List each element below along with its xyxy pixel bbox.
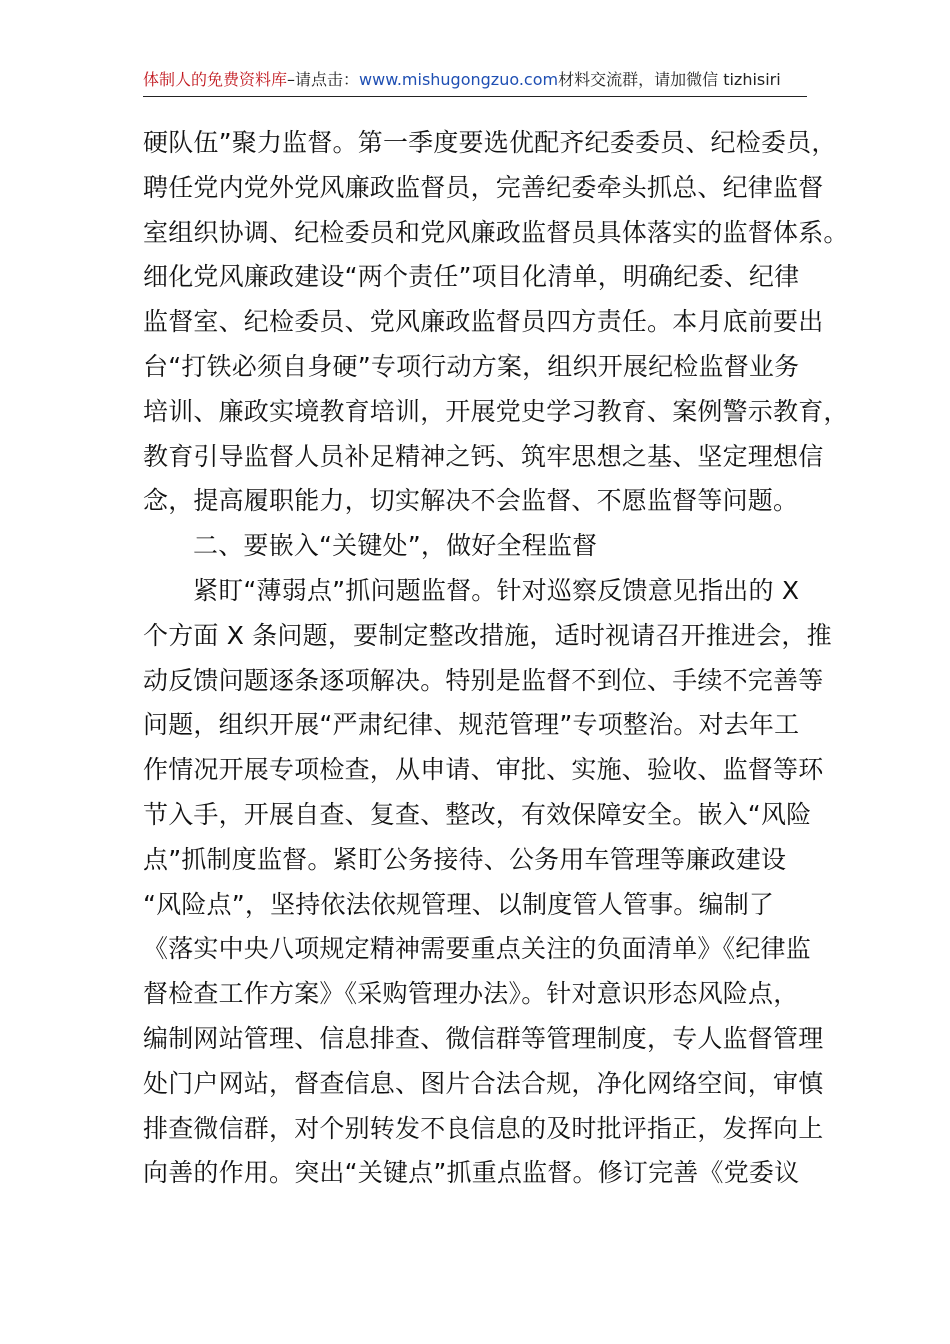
text-line: “风险点”，坚持依法依规管理、以制度管人管事。编制了 — [143, 889, 775, 919]
text-line: 监督室、纪检委员、党风廉政监督员四方责任。本月底前要出 — [143, 307, 824, 337]
text-line: 动反馈问题逐条逐项解决。特别是监督不到位、手续不完善等 — [143, 665, 824, 695]
text-line: 问题，组织开展“严肃纪律、规范管理”专项整治。对去年工 — [143, 710, 800, 740]
text-line: 个方面 X 条问题，要制定整改措施，适时视请召开推进会，推 — [143, 620, 832, 650]
text-line: 处门户网站，督查信息、图片合法合规，净化网络空间，审慎 — [143, 1068, 824, 1098]
text-line: 室组织协调、纪检委员和党风廉政监督员具体落实的监督体系。 — [143, 217, 849, 247]
section-heading: 二、要嵌入“关键处”，做好全程监督 — [193, 531, 598, 561]
document-body — [143, 121, 849, 1196]
text-line: 台“打铁必须自身硬”专项行动方案，组织开展纪检监督业务 — [143, 351, 800, 381]
text-line: 编制网站管理、信息排查、微信群等管理制度，专人监督管理 — [143, 1023, 824, 1053]
paragraph-start-line: 紧盯“薄弱点”抓问题监督。针对巡察反馈意见指出的 X — [193, 575, 800, 605]
text-line: 作情况开展专项检查，从申请、审批、实施、验收、监督等环 — [143, 755, 824, 785]
header-brand-link[interactable]: 体制人的免费资料库 — [143, 70, 288, 89]
header-prompt: –请点击： — [287, 70, 360, 89]
text-line: 节入手，开展自查、复查、整改，有效保障安全。嵌入“风险 — [143, 799, 812, 829]
header-note: 材料交流群，请加微信 tizhisiri — [558, 70, 781, 89]
header-url-link[interactable]: www.mishugongzuo.com — [359, 70, 559, 89]
text-line: 向善的作用。突出“关键点”抓重点监督。修订完善《党委议 — [143, 1158, 800, 1188]
text-line: 督检查工作方案》《采购管理办法》。针对意识形态风险点， — [143, 979, 799, 1009]
text-line: 念，提高履职能力，切实解决不会监督、不愿监督等问题。 — [143, 486, 799, 516]
text-line: 培训、廉政实境教育培训，开展党史学习教育、案例警示教育， — [143, 396, 849, 426]
text-line: 教育引导监督人员补足精神之钙、筑牢思想之基、坚定理想信 — [143, 441, 824, 471]
text-line: 排查微信群，对个别转发不良信息的及时批评指正，发挥向上 — [143, 1113, 824, 1143]
text-line: 聘任党内党外党风廉政监督员，完善纪委牵头抓总、纪律监督 — [143, 172, 824, 202]
text-line: 细化党风廉政建设“两个责任”项目化清单，明确纪委、纪律 — [143, 262, 800, 292]
text-line: 点”抓制度监督。紧盯公务接待、公务用车管理等廉政建设 — [143, 844, 787, 874]
text-line: 硬队伍”聚力监督。第一季度要选优配齐纪委委员、纪检委员， — [143, 128, 837, 157]
page-header — [143, 66, 807, 97]
text-line: 《落实中央八项规定精神需要重点关注的负面清单》《纪律监 — [143, 934, 811, 964]
